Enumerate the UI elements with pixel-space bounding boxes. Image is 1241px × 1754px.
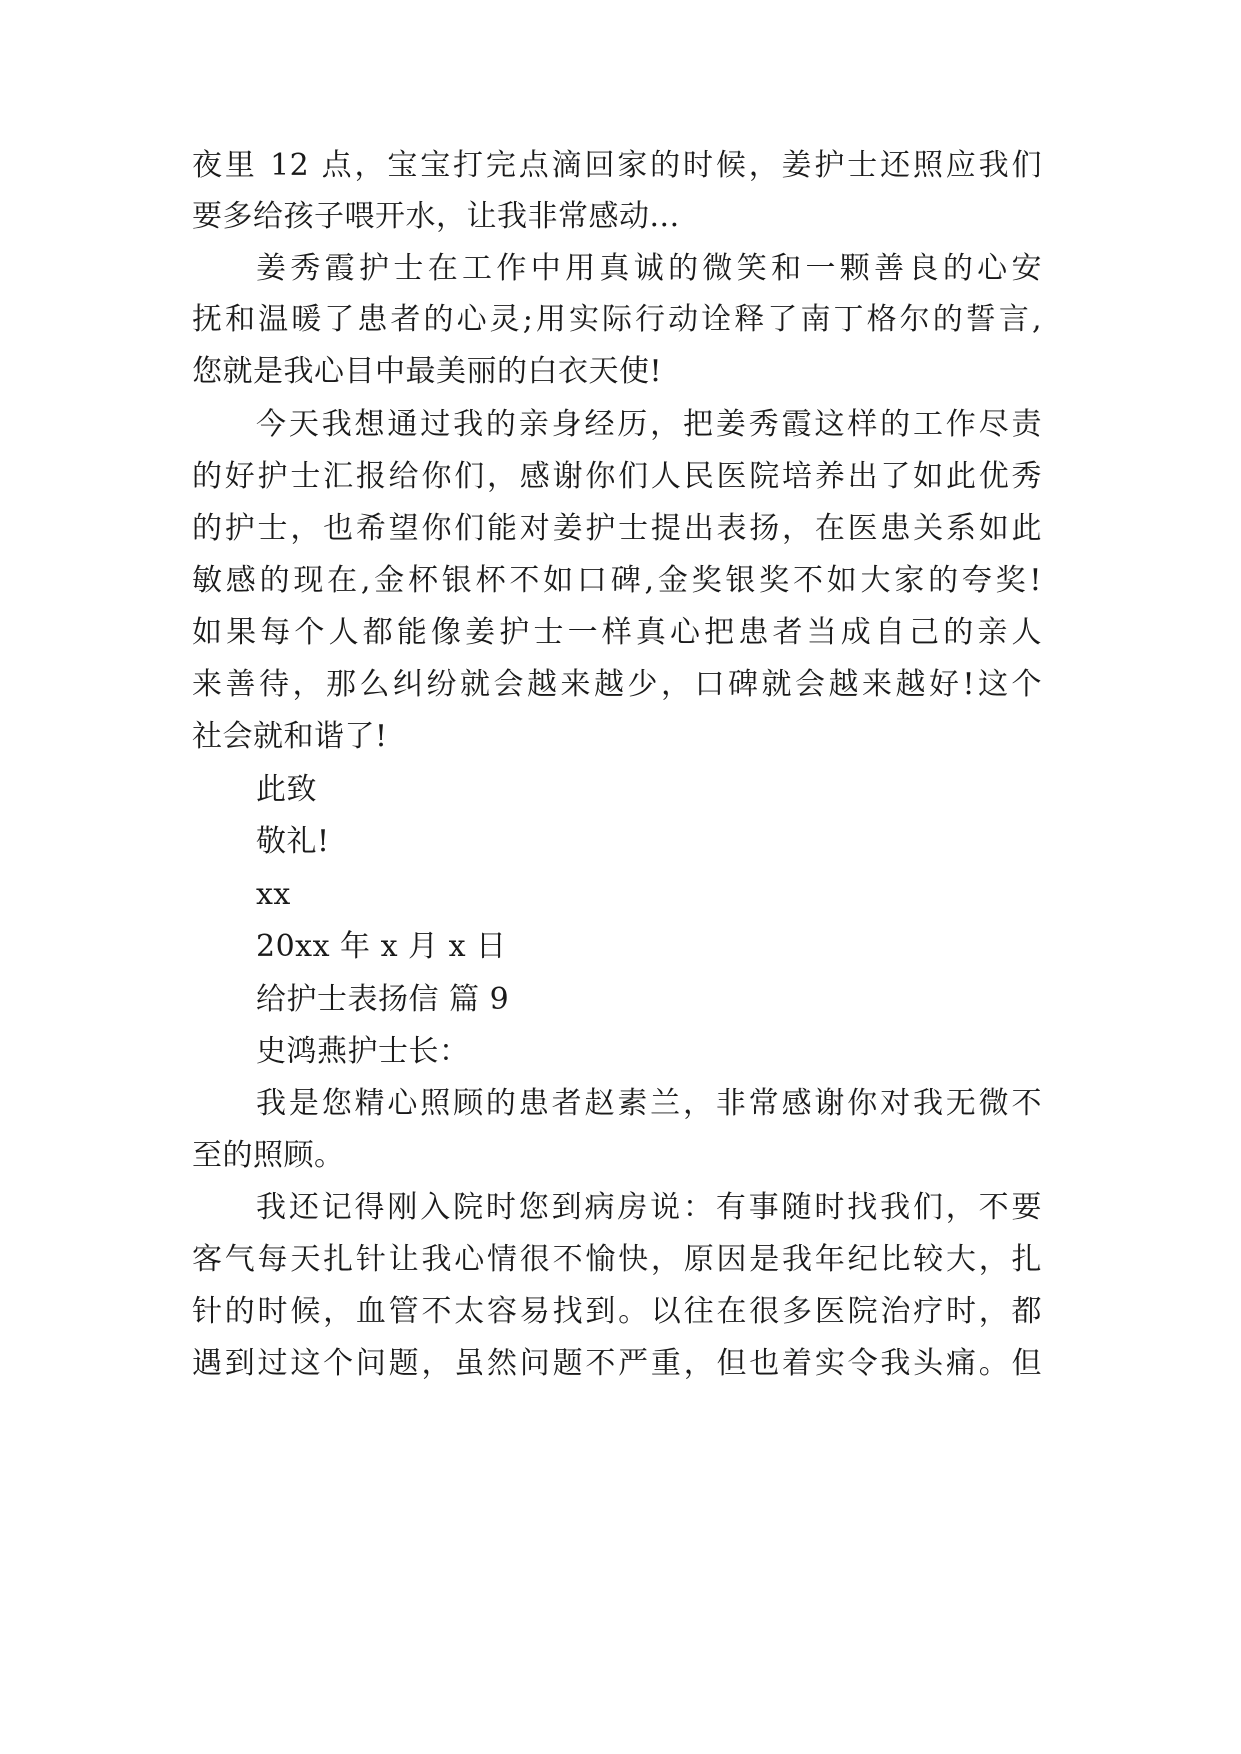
paragraph-line: 姜秀霞护士在工作中用真诚的微笑和一颗善良的心安	[256, 251, 1042, 286]
paragraph-line: 您就是我心目中最美丽的白衣天使!	[192, 354, 663, 389]
paragraph-line: 夜里 12 点，宝宝打完点滴回家的时候，姜护士还照应我们	[192, 148, 1042, 183]
paragraph-line: 今天我想通过我的亲身经历，把姜秀霞这样的工作尽责	[256, 407, 1042, 442]
paragraph-line: 针的时候，血管不太容易找到。以往在很多医院治疗时，都	[192, 1294, 1042, 1329]
paragraph-line: 我是您精心照顾的患者赵素兰，非常感谢你对我无微不	[256, 1086, 1042, 1121]
paragraph-line: 要多给孩子喂开水，让我非常感动...	[192, 199, 680, 234]
paragraph-line: 抚和温暖了患者的心灵;用实际行动诠释了南丁格尔的誓言,	[192, 302, 1042, 337]
letter-addressee: 史鸿燕护士长：	[256, 1034, 470, 1069]
paragraph-line: 我还记得刚入院时您到病房说：有事随时找我们，不要	[256, 1190, 1042, 1225]
paragraph-line: 社会就和谐了!	[192, 719, 388, 754]
closing-salutation: 敬礼!	[256, 824, 330, 859]
paragraph-line: 如果每个人都能像姜护士一样真心把患者当成自己的亲人	[192, 615, 1042, 650]
paragraph-line: 客气每天扎针让我心情很不愉快，原因是我年纪比较大，扎	[192, 1242, 1042, 1277]
paragraph-line: 遇到过这个问题，虽然问题不严重，但也着实令我头痛。但	[192, 1346, 1042, 1381]
section-heading: 给护士表扬信 篇 9	[256, 982, 510, 1017]
paragraph-line: 的护士，也希望你们能对姜护士提出表扬，在医患关系如此	[192, 511, 1042, 546]
closing-line: 此致	[256, 772, 317, 807]
paragraph-line: 来善待，那么纠纷就会越来越少，口碑就会越来越好!这个	[192, 667, 1042, 702]
paragraph-line: 的好护士汇报给你们，感谢你们人民医院培养出了如此优秀	[192, 459, 1042, 494]
paragraph-line: 至的照顾。	[192, 1138, 345, 1173]
signature: xx	[256, 877, 291, 912]
paragraph-line: 敏感的现在,金杯银杯不如口碑,金奖银奖不如大家的夸奖!	[192, 563, 1042, 598]
date-line: 20xx 年 x 月 x 日	[256, 929, 507, 964]
